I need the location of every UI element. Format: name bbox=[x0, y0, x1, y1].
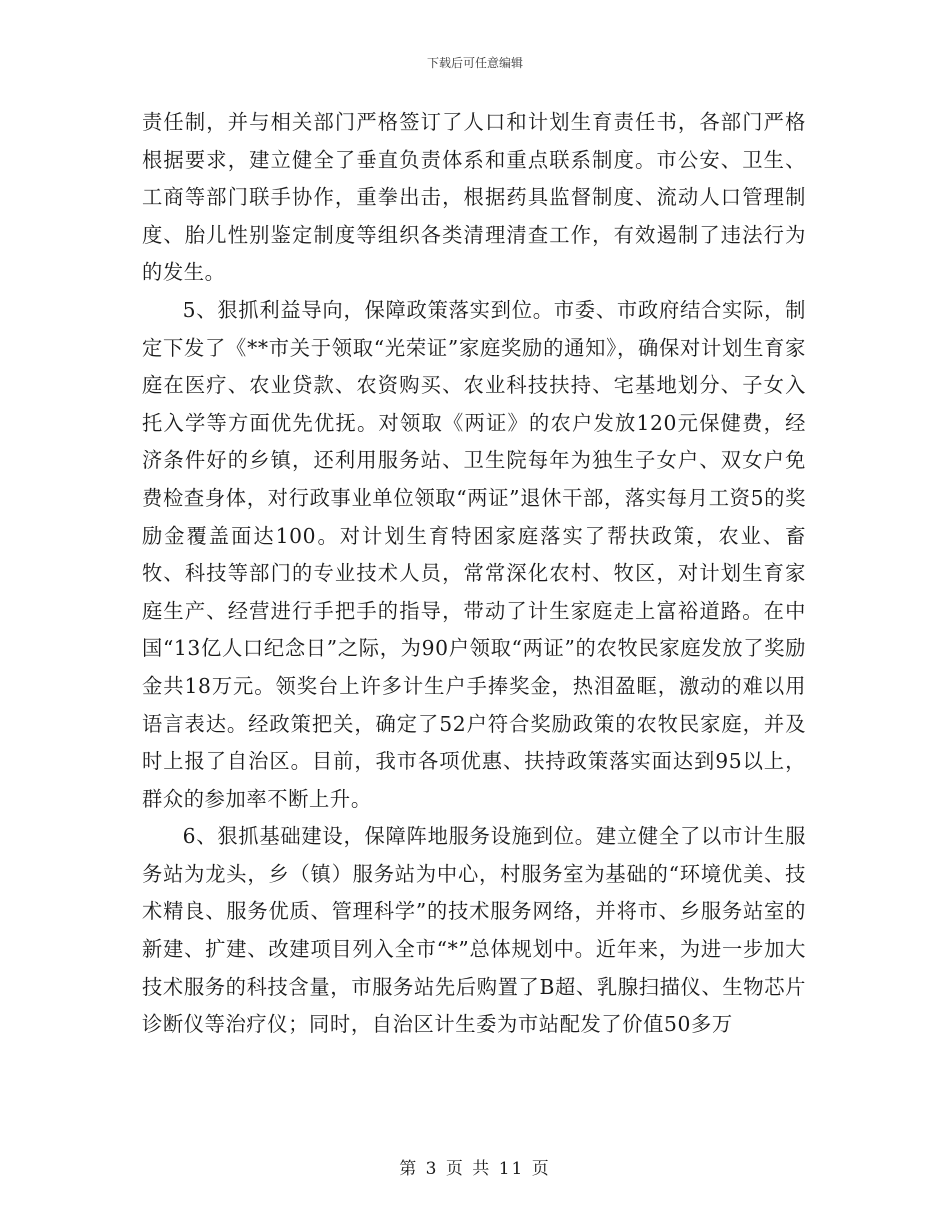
page-header: 下载后可任意编辑 bbox=[426, 56, 523, 70]
page-footer: 第 3 页 共 11 页 bbox=[399, 1159, 551, 1179]
paragraph-2: 5、狠抓利益导向，保障政策落实到位。市委、市政府结合实际，制定下发了《**市关于领取“光荣证”家庭奖励的通知》，确保对计划生育家庭在医疗、农业贷款、农资购买、农业科技扶持、宅基地划分、子女入托入学等方面优先优抚。对领取《两证》的农户发放120元保健费，经济条件好的乡镇，还利用服务站、卫生院每年为独生子女户、双女户免费检查身体，对行政事业单位领取“两证”退休干部，落实每月工资5的奖励金覆盖面达100。对计划生育特困家庭落实了帮扶政策，农业、畜牧、科技等部门的专业技术人员，常常深化农村、牧区，对计划生育家庭生产、经营进行手把手的指导，带动了计生家庭走上富裕道路。在中国“13亿人口纪念日”之际，为90户领取“两证”的农牧民家庭发放了奖励金共18万元。领奖台上许多计生户手捧奖金，热泪盈眶，激动的难以用语言表达。经政策把关，确定了52户符合奖励政策的农牧民家庭，并及时上报了自治区。目前，我市各项优惠、扶持政策落实面达到95以上，群众的参加率不断上升。 bbox=[142, 297, 806, 811]
document-body bbox=[142, 104, 806, 1044]
paragraph-1: 责任制，并与相关部门严格签订了人口和计划生育责任书，各部门严格根据要求，建立健全了垂直负责体系和重点联系制度。市公安、卫生、工商等部门联手协作，重拳出击，根据药具监督制度、流动人口管理制度、胎儿性别鉴定制度等组织各类清理清查工作，有效遏制了违法行为的发生。 bbox=[142, 110, 806, 285]
paragraph-3: 6、狠抓基础建设，保障阵地服务设施到位。建立健全了以市计生服务站为龙头，乡（镇）服务站为中心，村服务室为基础的“环境优美、技术精良、服务优质、管理科学”的技术服务网络，并将市、乡服务站室的新建、扩建、改建项目列入全市“*”总体规划中。近年来，为进一步加大技术服务的科技含量，市服务站先后购置了B超、乳腺扫描仪、生物芯片诊断仪等治疗仪；同时，自治区计生委为市站配发了价值50多万 bbox=[142, 824, 806, 1037]
